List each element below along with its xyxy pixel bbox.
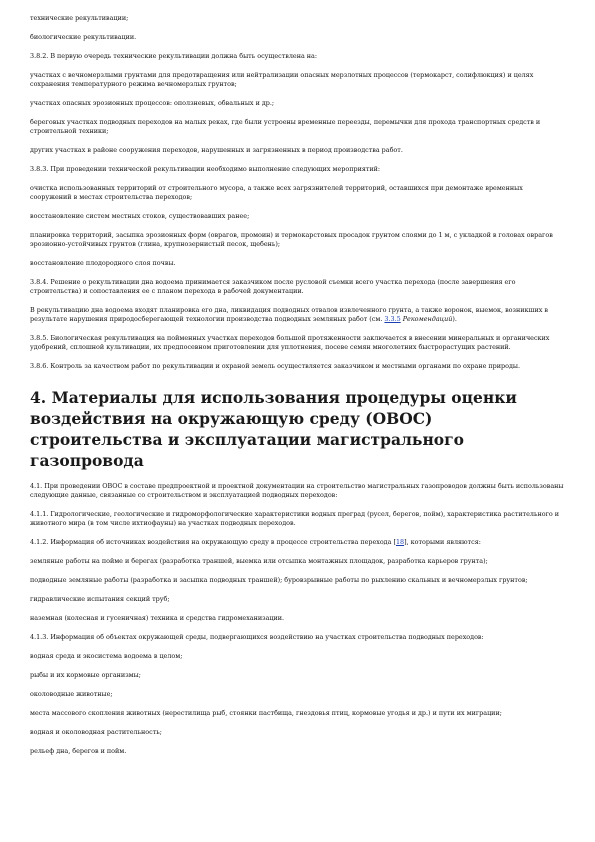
- paragraph: восстановление плодородного слоя почвы.: [30, 259, 176, 267]
- paragraph: рыбы и их кормовые организмы;: [30, 671, 141, 679]
- paragraph: места массового скопления животных (нерестилища рыб, стоянки пастбища, гнездовья птиц, кормовые угодья и др.) и пути их миграции;: [30, 709, 502, 717]
- italic-text: Рекомендаций: [402, 315, 453, 323]
- paragraph: биологические рекультивации.: [30, 33, 137, 41]
- paragraph: наземная (колесная и гусеничная) техника и средства гидромеханизации.: [30, 614, 285, 622]
- paragraph: гидравлические испытания секций труб;: [30, 595, 170, 603]
- text: 4.1.2. Информация об источниках воздействия на окружающую среду в процессе строительства перехода [: [30, 538, 396, 546]
- text: ).: [452, 315, 457, 323]
- paragraphs-top: [30, 14, 565, 296]
- clause-link[interactable]: 3.3.5: [384, 315, 401, 323]
- paragraph: очистка использованных территорий от строительного мусора, а также всех загрязнителей территорий, оставшихся при демонтаже временных сооружений в местах строительства переходов;: [30, 184, 523, 201]
- paragraph: водная и околоводная растительность;: [30, 728, 162, 736]
- paragraph-with-link: [30, 306, 565, 324]
- paragraph: 4.1. При проведении ОВОС в составе предпроектной и проектной документации на строительство магистральных газопроводов должны быть использованы следующие данные, связанные со строительством и эксплуатацией подводных переходов:: [30, 482, 564, 499]
- paragraph: 3.8.3. При проведении технической рекультивации необходимо выполнение следующих мероприятий:: [30, 165, 381, 173]
- paragraphs-mid: [30, 334, 565, 371]
- paragraph: 4.1.3. Информация об объектах окружающей среды, подвергающихся воздействию на участках строительства подводных переходов:: [30, 633, 484, 641]
- paragraph: технические рекультивации;: [30, 14, 129, 22]
- paragraph: планировка территорий, засыпка эрозионных форм (оврагов, промоин) и термокарстовых просадок грунтом слоями до 1 м, с укладкой в головах оврагов эрозионно-устойчивых грунтов (глина, крупнозернистый песок, щебень);: [30, 231, 553, 248]
- section-heading: 4. Материалы для использования процедуры оценки воздействия на окружающую среду (ОВОС) строительства и эксплуатации магистрального газопровода: [30, 388, 517, 470]
- paragraph: подводные земляные работы (разработка и засыпка подводных траншей); буровзрывные работы по рыхлению скальных и вечномерзлых грунтов;: [30, 576, 528, 584]
- paragraph: участках с вечномерзлыми грунтами для предотвращения или нейтрализации опасных мерзлотных процессов (термокарст, солифлюкция) и целях сохранения температурного режима вечномерзлых грунтов;: [30, 71, 534, 88]
- paragraph: околоводные животные;: [30, 690, 113, 698]
- paragraph: 3.8.5. Биологическая рекультивация на пойменных участках переходов большой протяженности заключается в внесении минеральных и органических удобрений, сплошной культивации, их предпосевном приготовлении для уплотнения, посеве семян многолетних быстрорастущих растений.: [30, 334, 550, 351]
- paragraph: береговых участках подводных переходов на малых реках, где были устроены временные переезды, перемычки для прохода транспортных средств и строительной техники;: [30, 118, 541, 135]
- text: ], которыми являются:: [404, 538, 481, 546]
- paragraph: 3.8.4. Решение о рекультивации дна водоема принимается заказчиком после русловой съемки всего участка перехода (после завершения его строительства) и сопоставления ее с планом перехода в рабочей документации.: [30, 278, 516, 295]
- paragraph: рельеф дна, берегов и пойм.: [30, 747, 127, 755]
- reference-link[interactable]: 18: [395, 538, 405, 546]
- paragraph: земляные работы на пойме и берегах (разработка траншей, выемка или отсыпка монтажных площадок, разработка карьеров грунта);: [30, 557, 488, 565]
- text: В рекультивацию дна водоема входят планировка его дна, ликвидация подводных отвалов извлеченного грунта, а также воронок, выемок, возникших в результате нарушения природосберегающей технологии производства подводных земляных работ (см.: [30, 306, 548, 323]
- paragraph: участках опасных эрозионных процессов: оползневых, обвальных и др.;: [30, 99, 275, 107]
- paragraph: 4.1.1. Гидрологические, геологические и гидроморфологические характеристики водных преград (русел, берегов, пойм), характеристика растительного и животного мира (в том числе ихтиофауны) на участках подводных переходов.: [30, 510, 560, 527]
- paragraph: других участках в районе сооружения переходов, нарушенных и загрязненных в период производства работ.: [30, 146, 403, 154]
- paragraph: водная среда и экосистема водоема в целом;: [30, 652, 183, 660]
- paragraph: восстановление систем местных стоков, существовавших ранее;: [30, 212, 250, 220]
- paragraph-with-reference: [30, 538, 565, 547]
- section-4-paragraphs: [30, 482, 565, 756]
- paragraph: 3.8.6. Контроль за качеством работ по рекультивации и охраной земель осуществляется заказчиком и местными органами по охране природы.: [30, 362, 521, 370]
- paragraph: 3.8.2. В первую очередь технические рекультивации должна быть осуществлена на:: [30, 52, 318, 60]
